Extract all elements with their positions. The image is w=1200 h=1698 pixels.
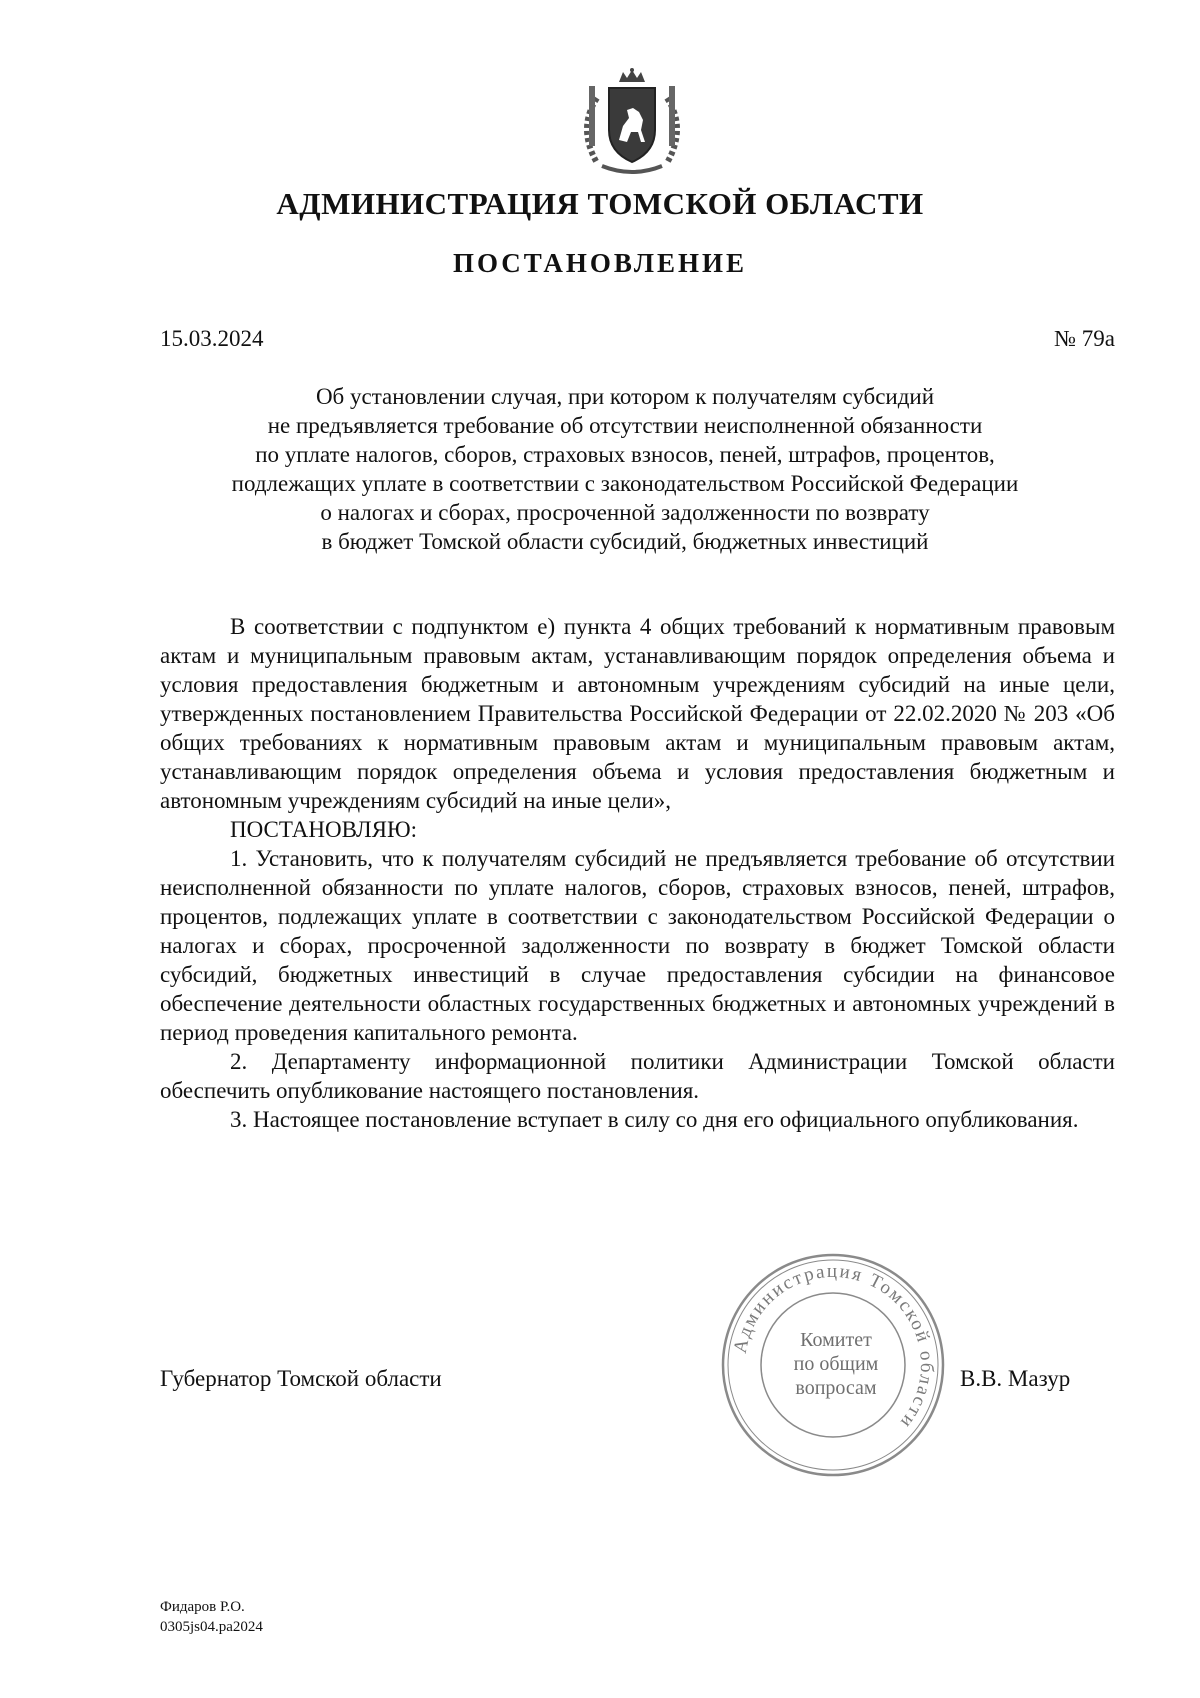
document-body	[160, 612, 1115, 1134]
seal-stamp-icon	[718, 1250, 948, 1480]
document-subject	[150, 382, 1100, 556]
author-name: Фидаров Р.О.	[160, 1599, 245, 1615]
document-date: 15.03.2024	[160, 326, 264, 351]
body-item: 1. Установить, что к получателям субсидий не предъявляется требование об отсутствии неисполненной обязанности по уплате налогов, сборов, страховых взносов, пеней, штрафов, процентов, подлежащих уплате в соответствии с законодательством Российской Федерации о налогах и сборах, просроченной задолженности по возврату в бюджет Томской области субсидий, бюджетных инвестиций в случае предоставления субсидии на финансовое обеспечение деятельности областных государственных бюджетных и автономных учреждений в период проведения капитального ремонта.	[160, 846, 1115, 1045]
stamp-ring-text: Администрация Томской области	[729, 1260, 938, 1434]
document-code: 0305js04.ра2024	[160, 1619, 263, 1635]
subject-line: Об установлении случая, при котором к получателям субсидий	[315, 384, 935, 409]
subject-line: в бюджет Томской области субсидий, бюджетных инвестиций	[321, 529, 929, 554]
stamp-line: вопросам	[795, 1377, 877, 1399]
stamp-line: Комитет	[800, 1329, 872, 1351]
footer-info	[160, 1597, 263, 1637]
organization-title: АДМИНИСТРАЦИЯ ТОМСКОЙ ОБЛАСТИ	[276, 186, 924, 221]
subject-line: не предъявляется требование об отсутствии неисполненной обязанности	[267, 413, 983, 438]
subject-line: подлежащих уплате в соответствии с законодательством Российской Федерации	[231, 471, 1019, 496]
signatory-name: В.В. Мазур	[960, 1366, 1071, 1391]
signatory-position: Губернатор Томской области	[160, 1366, 442, 1391]
body-item: 2. Департаменту информационной политики Администрации Томской области обеспечить опубликование настоящего постановления.	[160, 1049, 1115, 1103]
stamp-line: по общим	[793, 1353, 879, 1375]
body-item: 3. Настоящее постановление вступает в силу со дня его официального опубликования.	[230, 1107, 1079, 1132]
decree-word: ПОСТАНОВЛЯЮ:	[230, 817, 418, 842]
document-number: № 79а	[1054, 326, 1115, 351]
coat-of-arms-icon	[567, 68, 697, 180]
preamble-paragraph: В соответствии с подпунктом е) пункта 4 общих требований к нормативным правовым актам и муниципальным правовым актам, устанавливающим порядок определения объема и условия предоставления бюджетным и автономным учреждениям субсидий на иные цели, утвержденных постановлением Правительства Российской Федерации от 22.02.2020 № 203 «Об общих требованиях к нормативным правовым актам и муниципальным правовым актам, устанавливающим порядок определения объема и условия предоставления бюджетным и автономным учреждениям субсидий на иные цели»,	[160, 614, 1115, 813]
subject-line: о налогах и сборах, просроченной задолженности по возврату	[320, 500, 930, 525]
document-type: ПОСТАНОВЛЕНИЕ	[452, 248, 748, 278]
subject-line: по уплате налогов, сборов, страховых взносов, пеней, штрафов, процентов,	[255, 442, 995, 467]
